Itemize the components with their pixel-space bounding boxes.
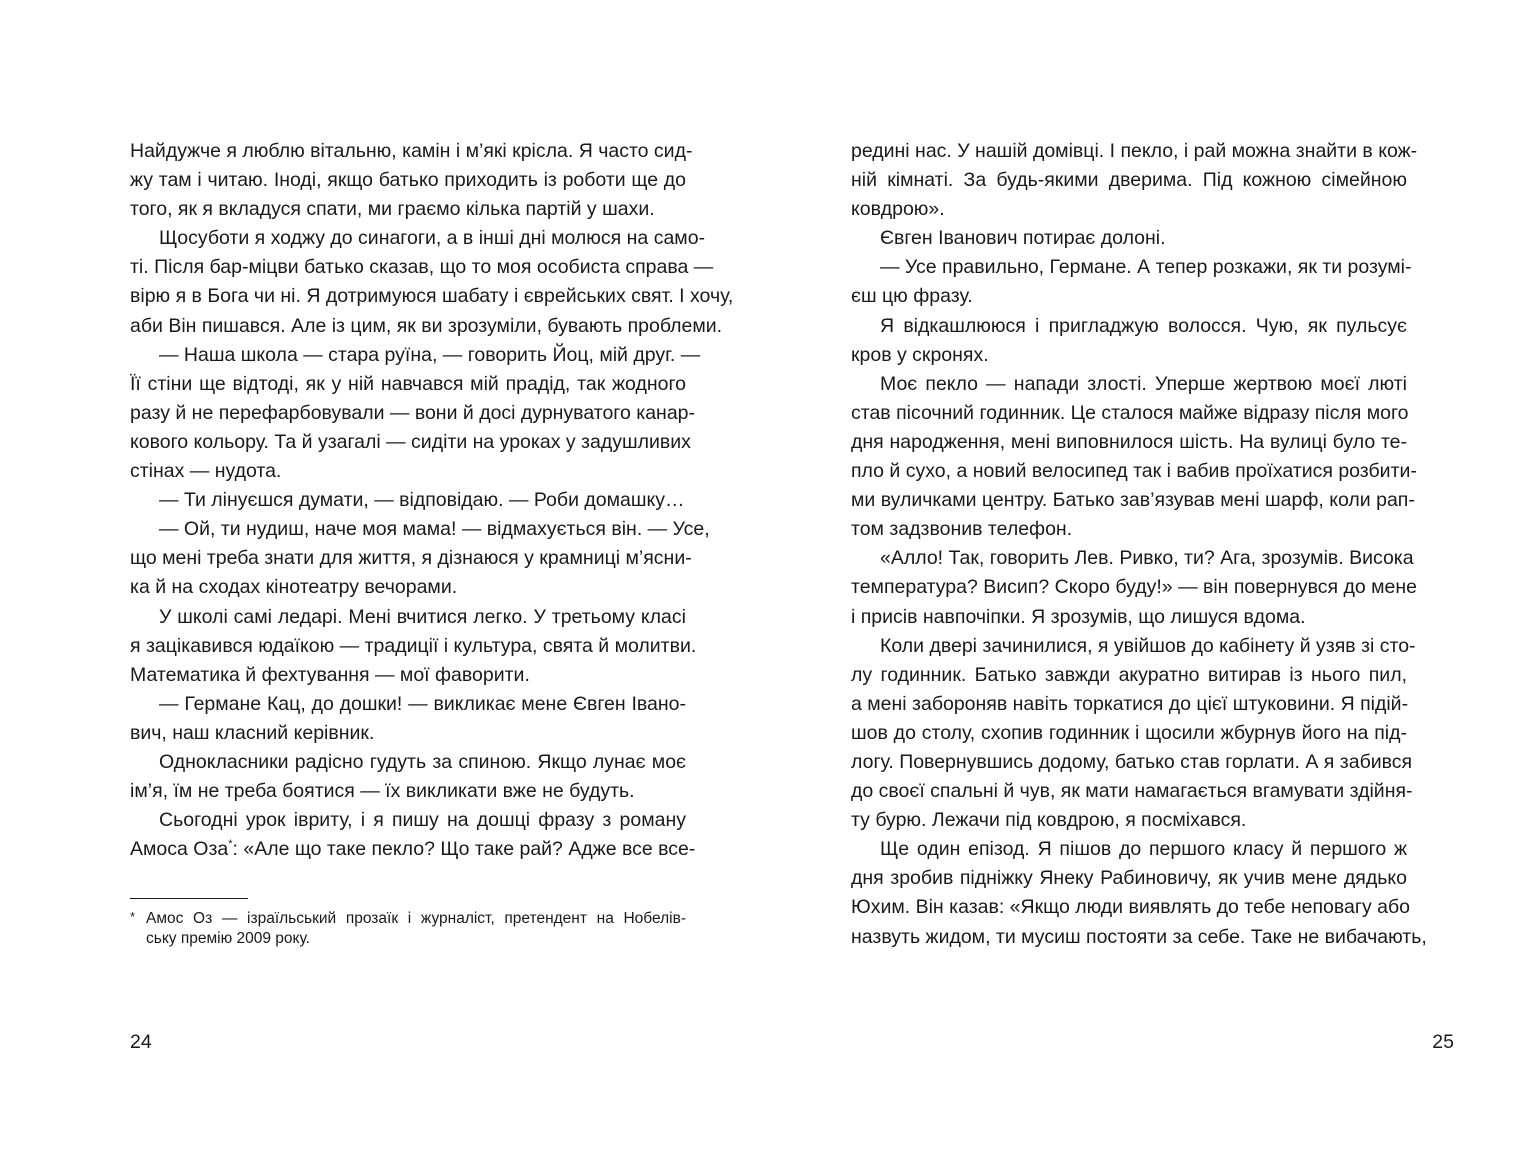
- text-line: ім’я, їм не треба боятися — їх викликати вже не будуть.: [130, 780, 635, 803]
- text-line: того, як я вкладуся спати, ми граємо кілька партій у шахи.: [130, 198, 655, 221]
- text-line: вич, наш класний керівник.: [130, 721, 375, 744]
- text-line: Юхим. Він казав: «Якщо люди виявлять до тебе неповагу або: [851, 896, 1410, 919]
- text-line: назвуть жидом, ти мусиш постояти за себе. Таке не вибачають,: [851, 925, 1427, 948]
- text-line: Найдужче я люблю вітальню, камін і м’які крісла. Я часто сид-: [130, 140, 693, 162]
- text-line: Сьогодні урок івриту, і я пишу на дошці фразу з роману: [159, 809, 686, 832]
- text-line: пло й сухо, а новий велосипед так і вабив проїхатися розбити-: [851, 460, 1417, 483]
- text-line: — Ти лінуєшся думати, — відповідаю. — Роби домашку…: [159, 489, 685, 512]
- text-line-part: Амоса Оза: [130, 838, 229, 861]
- text-line: — Усе правильно, Германе. А тепер розкажи, як ти розумі-: [880, 256, 1412, 279]
- text-line: дня народження, мені виповнилося шість. На вулиці було те-: [851, 430, 1407, 453]
- text-line-with-footnote: [130, 835, 696, 864]
- text-line: ті. Після бар-міцви батько сказав, що то моя особиста справа —: [130, 256, 714, 279]
- text-line: — Германе Кац, до дошки! — викликає мене Євген Івано-: [159, 692, 686, 715]
- text-line: аби Він пишався. Але із цим, як ви зрозуміли, бувають проблеми.: [130, 314, 723, 337]
- text-line: я зацікавився юдаїкою — традиції і культура, свята й молитви.: [130, 634, 697, 657]
- text-line: редині нас. У нашій домівці. І пекло, і рай можна знайти в кож-: [851, 140, 1418, 162]
- text-line: У школі самі ледарі. Мені вчитися легко. У третьому класі: [159, 605, 686, 628]
- text-line: стінах — нудота.: [130, 460, 282, 483]
- footnote-line: ську премію 2009 року.: [146, 930, 310, 947]
- text-line: став пісочний годинник. Це сталося майже відразу після мого: [851, 401, 1409, 424]
- text-line: Її стіни ще відтоді, як у ній навчався мій прадід, так жодного: [130, 372, 686, 395]
- text-line: кров у скронях.: [851, 343, 989, 366]
- text-line: Я відкашлююся і пригладжую волосся. Чую, як пульсує: [880, 314, 1407, 337]
- text-line: єш цю фразу.: [851, 285, 973, 308]
- text-line: Щосуботи я ходжу до синагоги, а в інші дні молюся на само-: [159, 227, 706, 250]
- right-page: [768, 0, 1536, 1152]
- text-line: «Алло! Так, говорить Лев. Ривко, ти? Ага, зрозумів. Висока: [880, 547, 1414, 570]
- text-line: жу там і читаю. Іноді, якщо батько приходить із роботи ще до: [130, 169, 686, 192]
- text-line-part: : «Але що таке пекло? Що таке рай? Адже все все-: [232, 838, 696, 861]
- footnote-reference: *: [228, 838, 233, 851]
- page-number-right: 25: [1432, 1031, 1454, 1053]
- footnote-star: *: [130, 909, 136, 924]
- text-line: вірю я в Бога чи ні. Я дотримуюся шабату і єврейських свят. І хочу,: [130, 285, 734, 308]
- text-line: Однокласники радісно гудуть за спиною. Якщо лунає моє: [159, 750, 686, 773]
- text-line: шов до столу, схопив годинник і щосили жбурнув його на під-: [851, 721, 1407, 744]
- footnote-text: Амос Оз — ізраїльський прозаїк і журналіст, претендент на Нобелів-: [146, 910, 686, 927]
- text-line: Коли двері зачинилися, я увійшов до кабінету й узяв зі сто-: [880, 634, 1416, 657]
- text-line: логу. Повернувшись додому, батько став горлати. А я забився: [851, 750, 1413, 773]
- text-line: Євген Іванович потирає долоні.: [880, 227, 1166, 250]
- text-line: Моє пекло — напади злості. Уперше жертвою моєї люті: [880, 372, 1407, 395]
- text-line: ту бурю. Лежачи під ковдрою, я посміхався.: [851, 809, 1247, 832]
- right-page-text: [851, 137, 1427, 952]
- text-line: кового кольору. Та й узагалі — сидіти на уроках у задушливих: [130, 430, 691, 453]
- text-line: дня зробив підніжку Янеку Рабиновичу, як учив мене дядько: [851, 867, 1407, 890]
- text-line: лу годинник. Батько завжди акуратно витирав із нього пил,: [851, 663, 1407, 686]
- text-line: ка й на сходах кінотеатру вечорами.: [130, 576, 458, 599]
- text-line: і присів навпочіпки. Я зрозумів, що лишуся вдома.: [851, 605, 1306, 628]
- text-line: температура? Висип? Скоро буду!» — він повернувся до мене: [851, 576, 1417, 599]
- text-line: том задзвонив телефон.: [851, 518, 1073, 541]
- footnote-line: [130, 909, 686, 929]
- text-line: що мені треба знати для життя, я дізнаюся у крамниці м’ясни-: [130, 547, 692, 570]
- text-line: Математика й фехтування — мої фаворити.: [130, 663, 530, 686]
- text-line: ковдрою».: [851, 198, 945, 221]
- footnote-separator: [130, 898, 248, 899]
- text-line: до своєї спальні й чув, як мати намагається вгамувати здійня-: [851, 780, 1413, 803]
- text-line: — Наша школа — стара руїна, — говорить Йоц, мій друг. —: [159, 343, 701, 366]
- left-page-text: [130, 137, 734, 864]
- text-line: а мені забороняв навіть торкатися до цієї штуковини. Я підій-: [851, 692, 1409, 715]
- footnote: [130, 909, 686, 949]
- text-line: ній кімнаті. За будь-якими дверима. Під кожною сімейною: [851, 169, 1407, 192]
- page-number-left: 24: [130, 1031, 152, 1053]
- text-line: разу й не перефарбовували — вони й досі дурнуватого канар-: [130, 401, 696, 424]
- text-line: ми вуличками центру. Батько зав’язував мені шарф, коли рап-: [851, 489, 1415, 512]
- text-line: — Ой, ти нудиш, наче моя мама! — відмахується він. — Усе,: [159, 518, 710, 541]
- text-line: Ще один епізод. Я пішов до першого класу й першого ж: [880, 838, 1407, 861]
